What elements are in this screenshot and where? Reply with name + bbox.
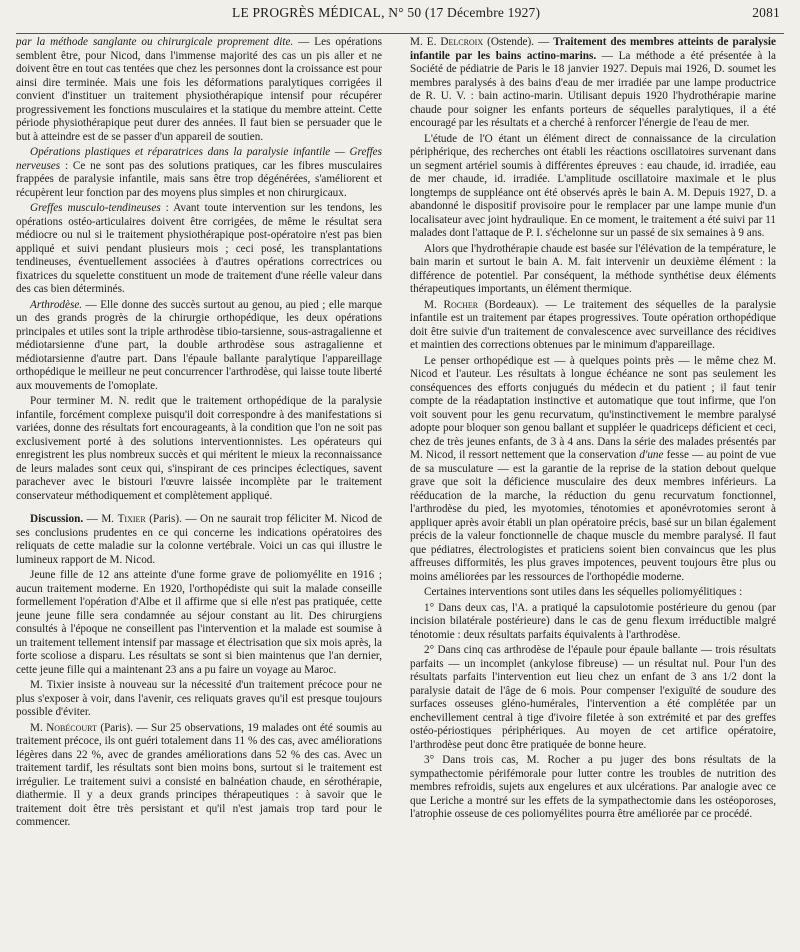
text-run: Arthrodèse. (30, 298, 83, 311)
text-run: Nobécourt (46, 721, 97, 734)
paragraph (16, 395, 382, 503)
text-run: Traitement des membres atteints de paralysie infantile par les bains actino-marins. (410, 36, 776, 62)
text-run: (Bordeaux). — Le traitement des séquelles de la paralysie infantile est un traitement par étapes progressives. Toute opération orthopédique doit être suivie d'un traitement de convalescence avec surveillance des récidives et maintien des corrections obtenues par le minimum d'appareillage. (410, 298, 776, 351)
paragraph (410, 355, 776, 585)
paragraph (410, 644, 776, 752)
paragraph (410, 133, 776, 241)
paragraph (410, 36, 776, 131)
text-run: 3° Dans trois cas, M. Rocher a pu juger des bons résultats de la sympathectomie périfémorale pour lutter contre les troubles de nutrition des membres refroidis, sujets aux engelures et aux ulcérations. Par analogie avec ce que Leriche a montré sur les effets de la sympathectomie dans les ostéoporoses, l'atrophie osseuse de ces poliomyélites pourra être améliorée par ce procédé. (410, 754, 776, 820)
header-rule (16, 33, 784, 34)
paragraph (16, 146, 382, 200)
left-column (16, 36, 382, 948)
paragraph (16, 513, 382, 567)
text-run: (Paris). — On ne saurait trop féliciter M. Nicod de ses conclusions prudentes en ce qui concerne les indications opératoires des reliquats de cette maladie sur la colonne vertébrale. Voici un cas qui illustre le lumineux rapport de M. Nicod. (16, 513, 382, 566)
text-run: — Elle donne des succès surtout au genou, au pied ; elle marque un des grands progrès de la chirurgie orthopédique, les deux opérations principales et utiles sont la triple arthrodèse tibio-tarsienne, sous-astragalienne et médiotarsienne d'une part, la double arthrodèse sous astragalienne et médiotarsienne d'autre part. Dans l'épaule ballante paralytique l'appareillage orthopédique le meilleur ne peut concurrencer l'arthrodèse, qui laisse toute liberté aux mouvements de l'omoplate. (16, 298, 382, 392)
text-run: 1° Dans deux cas, l'A. a pratiqué la capsulotomie postérieure du genou (par incision bilatérale postérieure) dans le cas de genu flexum irréductible malgré ténotomie : deux résultats parfaits équivalents à l'arthrodèse. (410, 601, 776, 641)
text-run: Tixier (117, 513, 146, 525)
text-run: M. (30, 721, 47, 734)
running-header (0, 0, 800, 26)
text-run: 2° Dans cinq cas arthrodèse de l'épaule pour épaule ballante — trois résultats parfaits — un incomplet (ankylose fibreuse) — un résultat nul. Pour l'un des résultats parfaits l'intervention eut lieu chez un enfant de 3 ans 1/2 dont la paralysie datait de l'âge de 6 mois. Pour compenser l'exiguïté de soudure des surfaces osseuses gléno-humérales, l'intervention a été complétée par un enchevillement central à tige d'ivoire filetée à son extrémité et par des greffes ostéo-périostiques périphériques. Au moyen de cet artifice opératoire, l'arthrodèse peut donc être pratiquée de bonne heure. (410, 644, 776, 751)
paragraph (16, 722, 382, 830)
text-run: (Paris). — Sur 25 observations, 19 malades ont été soumis au traitement précoce, ils ont guéri totalement dans 11 % des cas, avec améliorations légères dans 22 %, avec de grandes améliorations dans 52 % des cas. Avec un traitement tardif, les résultats sont bien moins bons, surtout si le traitement est irrégulier. Le traitement suivi a consisté en balnéation chaude, en sérothérapie, diathermie. Il y a deux grands principes thérapeutiques : à savoir que le traitement doit être très persistant et qu'il n'est jamais trop tard pour le commencer. (16, 721, 382, 828)
text-run: — M. (83, 513, 118, 525)
paragraph (410, 586, 776, 600)
text-run: M. (424, 298, 444, 311)
text-run: Opérations plastiques et réparatrices dans la paralysie infantile — Greffes nerveuses (16, 146, 382, 172)
text-run: — Les opérations semblent être, pour Nicod, dans l'immense majorité des cas un pis aller et ne doivent être en tout cas tentées que chez les personnes dont la croissance est pour ainsi dire terminée. Mais une fois les déformations paralytiques corrigées il convient d'instituer un traitement physiothérapique intensif pour récupérer progressivement les fonctions musculaires et la statique du membre atteint. Cette période physiothérapique peut durer des années. Il faut bien se persuader que le but à atteindre est de se passer d'un appareil de soutien. (16, 36, 382, 143)
text-run: Certaines interventions sont utiles dans les séquelles poliomyélitiques : (424, 586, 743, 598)
text-run: : Avant toute intervention sur les tendons, les opérations ostéo-articulaires doivent être corrigées, de même le résultat sera médiocre ou nul si le traitement physiothérapique post-opératoire n'est pas bien appliqué et suivi pendant plusieurs mois ; ceci posé, les transplantations tendineuses, éventuellement associées à d'autres opérations correctrices ou fixatrices du squelette constituent un mode de traitement d'une réelle valeur dans des cas bien déterminés. (16, 202, 382, 295)
paragraph (410, 243, 776, 297)
right-column (410, 36, 776, 948)
text-run: (Ostende). — (483, 36, 554, 48)
journal-title: LE PROGRÈS MÉDICAL, N° 50 (17 Décembre 1927) (232, 5, 541, 20)
text-run: Le penser orthopédique est — à quelques points près — le même chez M. Nicod et l'auteur. Les résultats à longue échéance ne sont pas seulement les conséquences des efforts conjugués du médecin et du patient ; il faut tenir compte de la réadaptation instinctive et automatique que tout infirme, que l'on voit souvent pour les genu recurvatum, qu'instinctivement le membre paralysé adopte pour bloquer son genou ballant et suppléer le quadriceps déficient et ceci, chez de très jeunes enfants, de 3 à 4 ans. Dans la série des malades présentés par M. Nicod, il ressort nettement que la conservation (410, 354, 776, 461)
text-run: d'une (639, 449, 664, 461)
text-run: — La méthode a été présentée à la Société de pédiatrie de Paris le 18 janvier 1927. Depuis mai 1926, D. soumet les membres paralysés à des bains d'eau de mer irradiée par une lampe productrice de R. U. V. : bain actino-marin. Utilisant depuis 1920 l'hydrothérapie marine chaude pour soigner les enfants porteurs de séquelles paralytiques, il a été encouragé par les résultats et a cherché à renforcer l'énergie de l'eau de mer. (410, 49, 776, 129)
paragraph (410, 602, 776, 643)
page-number: 2081 (752, 5, 780, 20)
paragraph (16, 569, 382, 677)
text-run: Greffes musculo-tendineuses (30, 202, 161, 214)
text-run: Jeune fille de 12 ans atteinte d'une forme grave de poliomyélite en 1916 ; aucun traitement moderne. En 1920, l'orthopédiste qui suit la malade conseille formellement l'opération d'Albe et il affirme que si elle n'est pas pratiquée, cette jeune jeune fille sera condamnée au séjour constant au lit. Des chirurgiens consultés à l'époque ne conseillent pas l'intervention et la malade est soumise à un traitement tellement intensif par massage et électrisation que six mois après, la forte scoliose a disparu. Les résultats se sont si bien maintenus que l'an dernier, cette jeune fille qui a maintenant 23 ans a pu faire un voyage au Maroc. (16, 569, 382, 676)
text-run: Discussion. (30, 513, 84, 525)
text-run: Rocher (443, 298, 479, 311)
text-run: M. E. (410, 36, 441, 48)
paragraph (16, 679, 382, 720)
paragraph (410, 754, 776, 822)
text-run: Alors que l'hydrothérapie chaude est basée sur l'élévation de la température, le bain marin et surtout le bain A. M. fait intervenir un deuxième élément : la différence de potentiel. Par conséquent, la méthode synthétise deux éléments thérapeutiques importants, un élément thermique. (410, 242, 776, 295)
text-run: fesse — au point de vue de sa musculature — est la garantie de la reprise de la station debout quelque grave que soit la déficience musculaire des deux membres inférieurs. La rééducation de la marche, la réduction du genu recurvatum fonctionnel, l'arthrodèse du pied, les myotomies, ténotomies et aponévrotomies seront à appliquer après avoir établi un plan opératoire précis, basé sur un bilan également précis de la valeur fonctionnelle de chaque muscle du membre paralysé. Il faut que pédiatres, électrologistes et praticiens soient bien convaincus que les plus affreuses difformités, les plus graves impotences, peuvent toujours être plus ou moins améliorées par les ressources de l'orthopédie moderne. (410, 449, 776, 583)
paragraph (16, 202, 382, 297)
paragraph (16, 36, 382, 144)
text-run: L'étude de l'O étant un élément direct de connaissance de la circulation périphérique, des recherches ont établi les réactions oscillatoires survenant dans un segment artériel soumis à différentes épreuves : eau chaude, id. irradiée, eau de mer chaude, id. irradiée. L'amplitude oscillatoire maximale et le plus longtemps de suppléance ont été observés après le bain A. M. Depuis 1927, D. a abandonné le dispositif provisoire pour le remplacer par une lampe munie d'un localisateur avec joint hydraulique. En ce moment, le traitement a été suivi par 11 malades dont l'attaque de P. I. s'échelonne sur un passé de six semaines à 9 ans. (410, 132, 776, 239)
paragraph (16, 299, 382, 394)
text-run: Pour terminer M. N. redit que le traitement orthopédique de la paralysie infantile, forcément complexe puisqu'il doit correspondre à des manifestations si variées, donne des résultats fort encourageants, à la condition que l'on ne soit pas exclusivement porté à des solutions interventionnistes. Les opérateurs qui enregistrent les plus nombreux succès et qui méritent le mieux la reconnaissance de leurs malades sont ceux qui, s'inspirant de ces principes éclectiques, savent parachever avec le bistouri l'œuvre laissée incomplète par le traitement conservateur méthodiquement et complètement appliqué. (16, 395, 382, 502)
text-run: M. Tixier insiste à nouveau sur la nécessité d'un traitement précoce pour ne plus s'exposer à voir, dans l'avenir, ces reliquats graves qu'il est presque toujours possible d'éviter. (16, 679, 382, 718)
text-run: par la méthode sanglante ou chirurgicale proprement dite. (16, 36, 294, 48)
text-run: Delcroix (440, 36, 484, 48)
paragraph (410, 299, 776, 353)
text-run: : Ce ne sont pas des solutions pratiques, car les fibres musculaires frappées de paralysie infantile, mais sans être trop dégénérées, s'améliorent et récupèrent leur fonction par des moyens plus simples et non chirurgicaux. (16, 159, 382, 199)
